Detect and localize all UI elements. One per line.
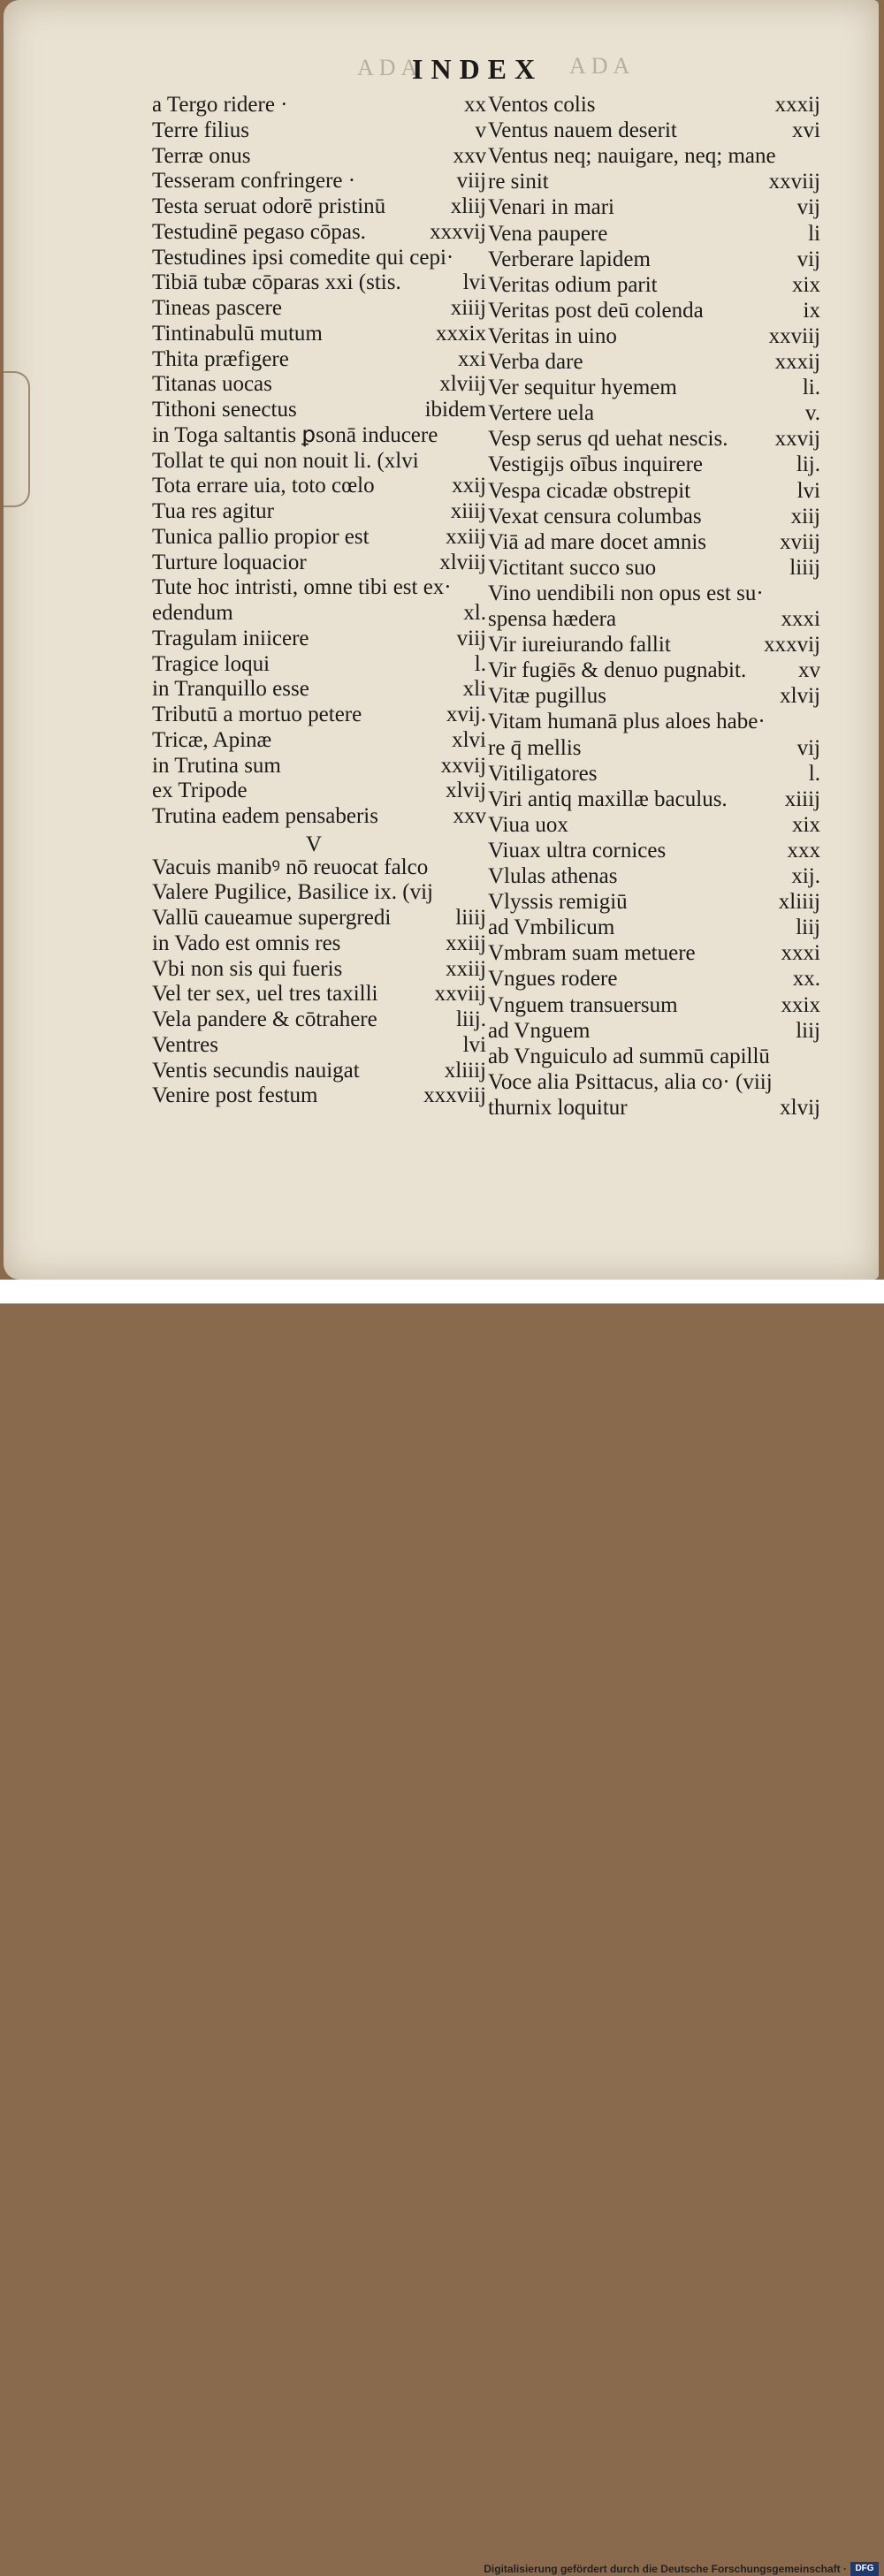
entry-reference: xiiij <box>450 296 486 320</box>
entry-reference: xxviij <box>434 982 486 1007</box>
entry-reference: xxiij <box>446 931 486 955</box>
entry-reference: xvi <box>792 118 820 143</box>
entry-reference: xlvij <box>446 779 486 803</box>
index-entry <box>488 298 820 323</box>
entry-term: Vir iureiurando fallit <box>488 633 671 657</box>
index-entry <box>152 905 486 931</box>
entry-reference: lvi <box>796 478 820 503</box>
entry-reference: v <box>475 118 486 142</box>
dfg-logo: DFG <box>850 2562 879 2576</box>
entry-reference: vij <box>796 247 820 271</box>
entry-reference: xliij <box>450 194 486 218</box>
entry-term: Tota errare uia, toto cœlo <box>152 474 375 498</box>
index-entry <box>488 1044 820 1069</box>
entry-reference: xxviij <box>768 323 820 348</box>
index-entry <box>152 245 486 270</box>
index-entry <box>488 915 820 940</box>
entry-reference: xiiij <box>450 499 486 523</box>
entry-term: Trutina eadem pensaberis <box>152 804 378 828</box>
entry-term: a Tergo ridere · <box>152 93 288 117</box>
entry-term: Vlyssis remigiū <box>488 890 628 915</box>
index-entry <box>488 632 820 657</box>
index-entry <box>152 676 486 702</box>
entry-term: Tithoni senectus <box>152 398 297 422</box>
index-entry <box>152 702 486 727</box>
entry-term: Vela pandere & cōtrahere <box>152 1007 377 1031</box>
entry-term: Vitiligatores <box>488 761 598 786</box>
index-entry <box>488 863 820 889</box>
entry-reference: xxi <box>458 346 486 371</box>
entry-term: Vnguem transuersum <box>488 992 678 1017</box>
entry-term: Vino uendibili non opus est su· <box>488 581 764 605</box>
entry-reference: xxviij <box>768 170 820 194</box>
entry-term: Tributū a mortuo petere <box>152 703 362 726</box>
entry-reference: lvi <box>462 270 486 295</box>
entry-term: Veritas odium parit <box>488 272 658 297</box>
entry-reference: xxiij <box>446 524 486 549</box>
entry-reference: xxiij <box>446 956 486 981</box>
entry-reference: xx <box>464 93 486 117</box>
index-entry <box>152 371 486 397</box>
entry-term: Viri antiq maxillæ baculus. <box>488 786 728 811</box>
bleed-through-text: ADA <box>357 55 423 80</box>
digitization-footer <box>0 1280 884 2575</box>
index-entry <box>488 657 820 683</box>
entry-reference: lvi <box>462 1032 486 1057</box>
entry-reference: vij <box>796 195 820 220</box>
entry-term: in Tranquillo esse <box>152 677 309 702</box>
index-entry <box>488 1095 820 1121</box>
index-entry <box>488 812 820 838</box>
entry-reference: xxij <box>452 474 486 498</box>
entry-term: thurnix loquitur <box>488 1095 628 1120</box>
entry-reference: xlviij <box>439 550 486 574</box>
entry-term: Veritas in uino <box>488 323 617 348</box>
index-entry <box>488 1069 820 1095</box>
entry-term: Tineas pascere <box>152 296 282 320</box>
index-entry <box>488 426 820 452</box>
index-entry <box>152 524 486 550</box>
entry-reference: liiij <box>455 906 486 930</box>
index-entry <box>488 761 820 786</box>
entry-term: Viuax ultra cornices <box>488 838 667 862</box>
entry-term: Verba dare <box>488 350 583 374</box>
entry-reference: liij <box>796 916 820 940</box>
entry-term: Venari in mari <box>488 195 615 220</box>
entry-term: in Toga saltantis ꝑsonā inducere <box>152 422 438 447</box>
index-entry <box>488 272 820 298</box>
index-entry <box>488 194 820 220</box>
entry-term: Vesp serus qd uehat nescis. <box>488 427 728 452</box>
index-entry <box>152 753 486 779</box>
entry-reference: xxv <box>453 804 486 828</box>
entry-reference: xxvij <box>774 427 820 452</box>
entry-term: Vbi non sis qui fueris <box>152 956 343 981</box>
index-entry <box>152 143 486 169</box>
index-entry <box>152 981 486 1007</box>
index-entry <box>152 346 486 372</box>
entry-reference: xx. <box>792 967 820 992</box>
entry-term: Viā ad mare docet amnis <box>488 529 707 554</box>
entry-term: Victitant succo suo <box>488 555 657 580</box>
entry-term: Titanas uocas <box>152 372 272 397</box>
entry-reference: xliiij <box>444 1058 486 1083</box>
index-entry <box>152 295 486 321</box>
entry-reference: xij. <box>791 864 820 888</box>
entry-term: re q̄ mellis <box>488 735 582 760</box>
entry-term: Vertere uela <box>488 401 595 426</box>
entry-term: Voce alia Psittacus, alia co· (viij <box>488 1069 773 1094</box>
section-letter: V <box>306 832 323 856</box>
entry-term: Vespa cicadæ obstrepit <box>488 478 691 503</box>
entry-reference: xxxviij <box>423 1083 486 1108</box>
entry-term: Viua uox <box>488 812 568 837</box>
index-entry <box>488 555 820 581</box>
index-entry <box>152 931 486 956</box>
index-entry <box>488 400 820 426</box>
entry-reference: xviij <box>780 529 820 554</box>
entry-reference: viij <box>456 169 486 194</box>
entry-reference: xlviij <box>439 372 486 397</box>
entry-reference: xv <box>798 658 820 683</box>
entry-term: Tragulam iniicere <box>152 626 309 650</box>
index-entry <box>152 651 486 677</box>
index-entry <box>488 118 820 143</box>
entry-term: ad Vnguem <box>488 1018 591 1043</box>
index-entry <box>488 247 820 272</box>
index-entry <box>488 221 820 247</box>
entry-reference: xix <box>792 272 820 297</box>
entry-reference: v. <box>804 401 820 426</box>
entry-term: Turture loquacior <box>152 550 307 574</box>
entry-term: Tunica pallio propior est <box>152 524 370 549</box>
entry-term: in Vado est omnis res <box>152 931 341 955</box>
index-entry <box>152 803 486 829</box>
index-entry <box>488 143 820 169</box>
entry-term: ab Vnguiculo ad summū capillū <box>488 1044 770 1068</box>
entry-reference: l. <box>474 651 486 676</box>
entry-term: Vitam humanā plus aloes habe· <box>488 710 766 734</box>
index-entry <box>152 92 486 118</box>
entry-term: Valere Pugilice, Basilice ix. (vij <box>152 880 433 905</box>
entry-term: Thita præfigere <box>152 346 289 371</box>
index-entry <box>152 118 486 143</box>
entry-reference: xxxi <box>781 941 820 966</box>
entry-reference: xlvij <box>780 684 820 709</box>
index-entry <box>152 1032 486 1058</box>
entry-term: Ventus nauem deserit <box>488 118 677 143</box>
index-entry <box>152 1058 486 1083</box>
entry-term: in Trutina sum <box>152 753 281 778</box>
entry-reference: xiiij <box>784 786 820 811</box>
entry-term: Testa seruat odorē pristinū <box>152 194 386 218</box>
entry-reference: l. <box>808 761 820 786</box>
index-entry <box>488 735 820 761</box>
entry-reference: vij <box>796 735 820 760</box>
index-entry <box>488 1018 820 1044</box>
entry-term: Verberare lapidem <box>488 247 651 271</box>
entry-term: Ventres <box>152 1032 218 1057</box>
entry-term: Vel ter sex, uel tres taxilli <box>152 982 378 1007</box>
entry-reference: ix <box>803 298 820 323</box>
index-entry <box>488 529 820 555</box>
entry-reference: xliiij <box>778 890 820 915</box>
entry-reference: viij <box>456 626 486 650</box>
entry-term: Testudines ipsi comedite qui cepi· <box>152 245 454 270</box>
entry-reference: li. <box>802 376 820 400</box>
index-entry <box>152 219 486 245</box>
index-entry <box>488 478 820 504</box>
entry-reference: liij <box>796 1018 820 1043</box>
entry-term: ad Vmbilicum <box>488 916 615 940</box>
entry-reference: li <box>808 221 820 246</box>
entry-term: Terre filius <box>152 118 250 142</box>
entry-reference: xxvij <box>440 753 486 778</box>
page-title: INDEX <box>412 53 544 85</box>
entry-reference: xvij. <box>446 703 486 726</box>
entry-reference: xlvij <box>780 1095 820 1120</box>
index-entry <box>488 92 820 118</box>
index-entry <box>152 855 486 880</box>
index-entry <box>488 452 820 477</box>
entry-term: Vestigijs oībus inquirere <box>488 452 704 477</box>
entry-reference: liij. <box>455 1007 486 1031</box>
entry-reference: xxxij <box>774 350 820 374</box>
index-entry <box>152 397 486 422</box>
index-entry <box>152 473 486 498</box>
entry-term: Venire post festum <box>152 1083 318 1108</box>
entry-reference: xxx <box>787 838 820 862</box>
entry-reference: xxxi <box>781 607 820 631</box>
index-entry <box>488 606 820 632</box>
entry-reference: xxxvij <box>764 633 820 657</box>
entry-term: Tua res agitur <box>152 499 274 523</box>
entry-reference: xli <box>462 677 486 702</box>
index-entry <box>152 956 486 982</box>
entry-term: Ventos colis <box>488 93 596 117</box>
entry-reference: lij. <box>796 452 820 477</box>
index-entry <box>488 889 820 915</box>
index-entry <box>152 321 486 346</box>
index-entry <box>488 169 820 194</box>
index-entry <box>152 778 486 803</box>
entry-reference: xxxix <box>436 321 486 346</box>
footer-credit: Digitalisierung gefördert durch die Deutsche Forschungsgemeinschaft · <box>484 2563 847 2575</box>
index-entry <box>488 581 820 606</box>
entry-term: Vir fugiēs & denuo pugnabit. <box>488 658 747 683</box>
index-entry <box>152 574 486 600</box>
entry-term: edendum <box>152 601 233 625</box>
entry-reference: xxv <box>453 143 486 168</box>
entry-term: Vlulas athenas <box>488 864 618 888</box>
index-entry <box>488 504 820 529</box>
entry-term: Vexat censura columbas <box>488 504 702 528</box>
page-edge-tab <box>4 371 30 507</box>
index-entry <box>152 727 486 753</box>
entry-term: spensa hædera <box>488 607 617 631</box>
entry-term: Tesseram confringere · <box>152 169 356 194</box>
entry-reference: xxxvij <box>430 219 486 244</box>
index-entry <box>152 879 486 905</box>
entry-term: Tragice loqui <box>152 651 271 676</box>
book-page <box>4 0 879 1280</box>
entry-term: Tute hoc intristi, omne tibi est ex· <box>152 575 452 600</box>
entry-term: Tollat te qui non nouit li. (xlvi <box>152 448 419 473</box>
index-entry <box>152 270 486 295</box>
index-entry <box>488 375 820 400</box>
entry-term: Tintinabulū mutum <box>152 321 323 346</box>
index-entry <box>488 940 820 966</box>
index-entry <box>152 600 486 626</box>
entry-reference: xxxij <box>774 93 820 117</box>
index-entry <box>152 626 486 651</box>
index-entry <box>152 422 486 448</box>
entry-term: Vngues rodere <box>488 967 618 992</box>
entry-term: Vitæ pugillus <box>488 684 606 709</box>
index-entry <box>488 786 820 812</box>
entry-reference: xiij <box>790 504 820 528</box>
index-entry <box>152 498 486 524</box>
index-entry <box>488 992 820 1018</box>
index-entry <box>488 683 820 709</box>
index-entry <box>488 323 820 349</box>
entry-term: Testudinē pegaso cōpas. <box>152 219 366 244</box>
entry-term: re sinit <box>488 170 549 194</box>
entry-term: Ventus neq; nauigare, neq; mane <box>488 144 776 169</box>
entry-reference: xl. <box>463 601 486 625</box>
index-entry <box>488 966 820 992</box>
entry-term: Tricæ, Apinæ <box>152 727 272 752</box>
entry-term: Ver sequitur hyemem <box>488 376 677 400</box>
entry-reference: liiij <box>789 555 820 580</box>
entry-term: Veritas post deū colenda <box>488 298 704 323</box>
index-entry <box>152 550 486 575</box>
entry-reference: ibidem <box>424 398 486 422</box>
index-entry <box>488 349 820 375</box>
entry-reference: xix <box>792 812 820 837</box>
entry-term: Tibiā tubæ cōparas xxi (stis. <box>152 270 401 295</box>
entry-term: Vena paupere <box>488 221 608 246</box>
entry-term: Ventis secundis nauigat <box>152 1058 360 1083</box>
index-entry <box>152 1083 486 1108</box>
index-entry <box>488 838 820 863</box>
index-entry <box>152 1007 486 1032</box>
entry-term: Vallū caueamue supergredi <box>152 906 392 930</box>
index-entry <box>152 168 486 194</box>
entry-term: Vacuis manibꝰ nō reuocat falco <box>152 855 429 879</box>
entry-reference: xlvi <box>452 727 486 752</box>
index-entry <box>488 709 820 734</box>
bleed-through-text: ADA <box>569 53 636 79</box>
index-entry <box>152 194 486 219</box>
entry-term: Terræ onus <box>152 143 251 168</box>
index-entry <box>152 448 486 474</box>
entry-reference: xxix <box>781 992 820 1017</box>
entry-term: ex Tripode <box>152 779 248 803</box>
entry-term: Vmbram suam metuere <box>488 941 696 966</box>
